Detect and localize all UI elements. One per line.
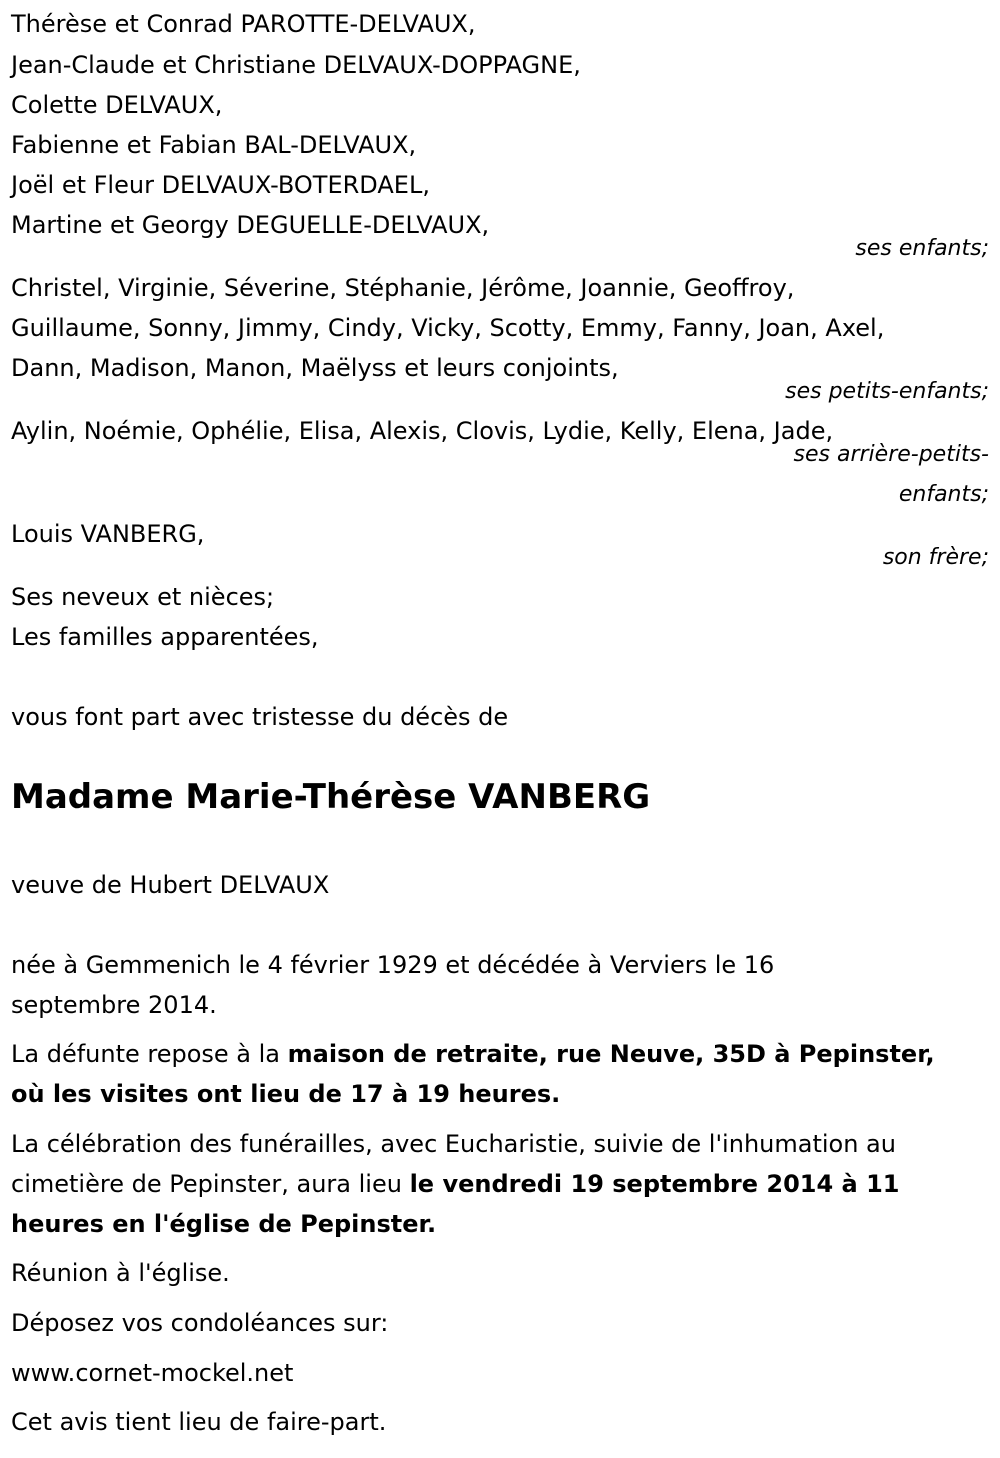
grandchildren-line: Guillaume, Sonny, Jimmy, Cindy, Vicky, Scotty, Emmy, Fanny, Joan, Axel, bbox=[11, 314, 885, 342]
repose-line bbox=[11, 1039, 935, 1069]
funeral-line-cont bbox=[11, 1169, 900, 1199]
child-line: Thérèse et Conrad PAROTTE-DELVAUX, bbox=[11, 10, 476, 38]
birth-death-line: née à Gemmenich le 4 février 1929 et décédée à Verviers le 16 bbox=[11, 951, 775, 979]
brother-line: Louis VANBERG, bbox=[11, 520, 205, 548]
funeral-line-end bbox=[11, 1209, 436, 1239]
grandchildren-relation: ses petits-enfants; bbox=[785, 379, 989, 404]
repose-location: maison de retraite, rue Neuve, 35D à Pepinster, bbox=[287, 1040, 935, 1068]
great-grandchildren-line: Aylin, Noémie, Ophélie, Elisa, Alexis, Clovis, Lydie, Kelly, Elena, Jade, bbox=[11, 417, 834, 445]
families-line: Les familles apparentées, bbox=[11, 623, 319, 651]
website-link[interactable]: www.cornet-mockel.net bbox=[11, 1359, 294, 1387]
child-line: Fabienne et Fabian BAL-DELVAUX, bbox=[11, 131, 417, 159]
grandchildren-line: Christel, Virginie, Séverine, Stéphanie, Jérôme, Joannie, Geoffroy, bbox=[11, 274, 795, 302]
funeral-line: La célébration des funérailles, avec Eucharistie, suivie de l'inhumation au bbox=[11, 1130, 896, 1158]
grandchildren-line: Dann, Madison, Manon, Maëlyss et leurs conjoints, bbox=[11, 354, 619, 382]
nephews-line: Ses neveux et nièces; bbox=[11, 583, 275, 611]
closing-line: Cet avis tient lieu de faire-part. bbox=[11, 1408, 387, 1436]
intro-line: vous font part avec tristesse du décès de bbox=[11, 703, 509, 731]
child-line: Joël et Fleur DELVAUX-BOTERDAEL, bbox=[11, 171, 430, 199]
brother-relation: son frère; bbox=[882, 545, 989, 570]
widow-line: veuve de Hubert DELVAUX bbox=[11, 871, 330, 899]
great-grandchildren-relation-cont: enfants; bbox=[898, 482, 989, 507]
child-line: Jean-Claude et Christiane DELVAUX-DOPPAGNE, bbox=[11, 51, 581, 79]
great-grandchildren-relation: ses arrière-petits- bbox=[793, 442, 989, 467]
funeral-church: heures en l'église de Pepinster. bbox=[11, 1210, 437, 1238]
deceased-name: Madame Marie-Thérèse VANBERG bbox=[11, 777, 651, 817]
child-line: Colette DELVAUX, bbox=[11, 91, 223, 119]
repose-intro: La défunte repose à la bbox=[11, 1040, 288, 1068]
visit-hours: où les visites ont lieu de 17 à 19 heures. bbox=[11, 1080, 561, 1108]
visits-line bbox=[11, 1079, 560, 1109]
birth-death-line-cont: septembre 2014. bbox=[11, 991, 217, 1019]
funeral-place: cimetière de Pepinster, aura lieu bbox=[11, 1170, 410, 1198]
children-relation: ses enfants; bbox=[855, 236, 989, 261]
condolences-line: Déposez vos condoléances sur: bbox=[11, 1309, 389, 1337]
child-line: Martine et Georgy DEGUELLE-DELVAUX, bbox=[11, 211, 490, 239]
funeral-date: le vendredi 19 septembre 2014 à 11 bbox=[409, 1170, 900, 1198]
reunion-line: Réunion à l'église. bbox=[11, 1259, 230, 1287]
